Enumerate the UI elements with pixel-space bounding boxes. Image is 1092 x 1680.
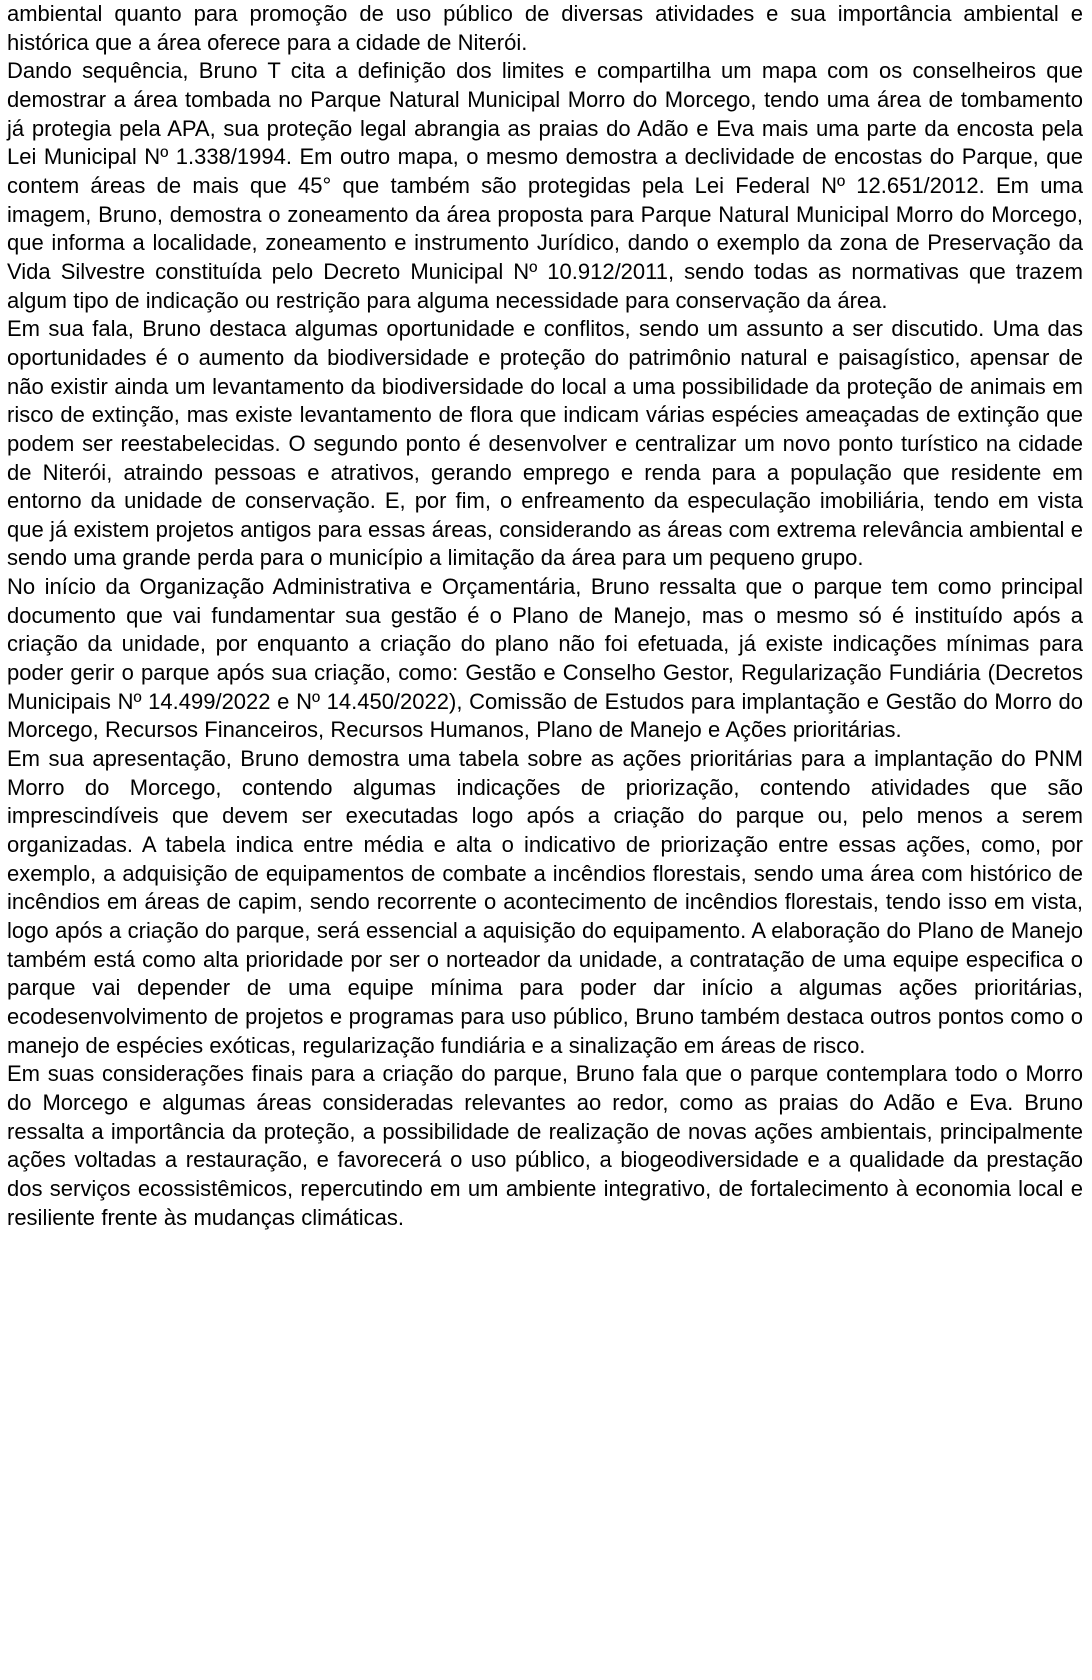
- paragraph-continuation: ambiental quanto para promoção de uso público de diversas atividades e sua importância ambiental e histórica que a área oferece para a cidade de Niterói.: [7, 1, 1083, 55]
- paragraph-limits-and-maps: Dando sequência, Bruno T cita a definição dos limites e compartilha um mapa com os conselheiros que demostrar a área tombada no Parque Natural Municipal Morro do Morcego, tendo uma área de tombamento já protegia pela APA, sua proteção legal abrangia as praias do Adão e Eva mais uma parte da encosta pela Lei Municipal Nº 1.338/1994. Em outro mapa, o mesmo demostra a declividade de encostas do Parque, que contem áreas de mais que 45° que também são protegidas pela Lei Federal Nº 12.651/2012. Em uma imagem, Bruno, demostra o zoneamento da área proposta para Parque Natural Municipal Morro do Morcego, que informa a localidade, zoneamento e instrumento Jurídico, dando o exemplo da zona de Preservação da Vida Silvestre constituída pelo Decreto Municipal Nº 10.912/2011, sendo todas as normativas que trazem algum tipo de indicação ou restrição para alguma necessidade para conservação da área.: [7, 58, 1083, 313]
- paragraph-priority-actions: Em sua apresentação, Bruno demostra uma tabela sobre as ações prioritárias para a implantação do PNM Morro do Morcego, contendo algumas indicações de priorização, contendo atividades que são imprescindíveis que devem ser executadas logo após a criação do parque ou, pelo menos a serem organizadas. A tabela indica entre média e alta o indicativo de priorização entre essas ações, como, por exemplo, a adquisição de equipamentos de combate a incêndios florestais, sendo uma área com histórico de incêndios em áreas de capim, sendo recorrente o acontecimento de incêndios florestais, tendo isso em vista, logo após a criação do parque, será essencial a aquisição do equipamento. A elaboração do Plano de Manejo também está como alta prioridade por ser o norteador da unidade, a contratação de uma equipe especifica o parque vai depender de uma equipe mínima para poder dar início a algumas ações prioritárias, ecodesenvolvimento de projetos e programas para uso público, Bruno também destaca outros pontos como o manejo de espécies exóticas, regularização fundiária e a sinalização em áreas de risco.: [7, 746, 1083, 1058]
- paragraph-opportunities-and-conflicts: Em sua fala, Bruno destaca algumas oportunidade e conflitos, sendo um assunto a ser discutido. Uma das oportunidades é o aumento da biodiversidade e proteção do patrimônio natural e paisagístico, apensar de não existir ainda um levantamento da biodiversidade do local a uma possibilidade da proteção de animais em risco de extinção, mas existe levantamento de flora que indicam várias espécies ameaçadas de extinção que podem ser reestabelecidas. O segundo ponto é desenvolver e centralizar um novo ponto turístico na cidade de Niterói, atraindo pessoas e atrativos, gerando emprego e renda para a população que residente em entorno da unidade de conservação. E, por fim, o enfreamento da especulação imobiliária, tendo em vista que já existem projetos antigos para essas áreas, considerando as áreas com extrema relevância ambiental e sendo uma grande perda para o município a limitação da área para um pequeno grupo.: [7, 316, 1083, 571]
- paragraph-final-considerations: Em suas considerações finais para a criação do parque, Bruno fala que o parque contemplara todo o Morro do Morcego e algumas áreas consideradas relevantes ao redor, como as praias do Adão e Eva. Bruno ressalta a importância da proteção, a possibilidade de realização de novas ações ambientais, principalmente ações voltadas a restauração, e favorecerá o uso público, a biogeodiversidade e a qualidade da prestação dos serviços ecossistêmicos, repercutindo em um ambiente integrativo, de fortalecimento à economia local e resiliente frente às mudanças climáticas.: [7, 1061, 1083, 1230]
- paragraph-administrative-organization: No início da Organização Administrativa e Orçamentária, Bruno ressalta que o parque tem como principal documento que vai fundamentar sua gestão é o Plano de Manejo, mas o mesmo só é instituído após a criação da unidade, por enquanto a criação do plano não foi efetuada, já existe indicações mínimas para poder gerir o parque após sua criação, como: Gestão e Conselho Gestor, Regularização Fundiária (Decretos Municipais Nº 14.499/2022 e Nº 14.450/2022), Comissão de Estudos para implantação e Gestão do Morro do Morcego, Recursos Financeiros, Recursos Humanos, Plano de Manejo e Ações prioritárias.: [7, 574, 1083, 743]
